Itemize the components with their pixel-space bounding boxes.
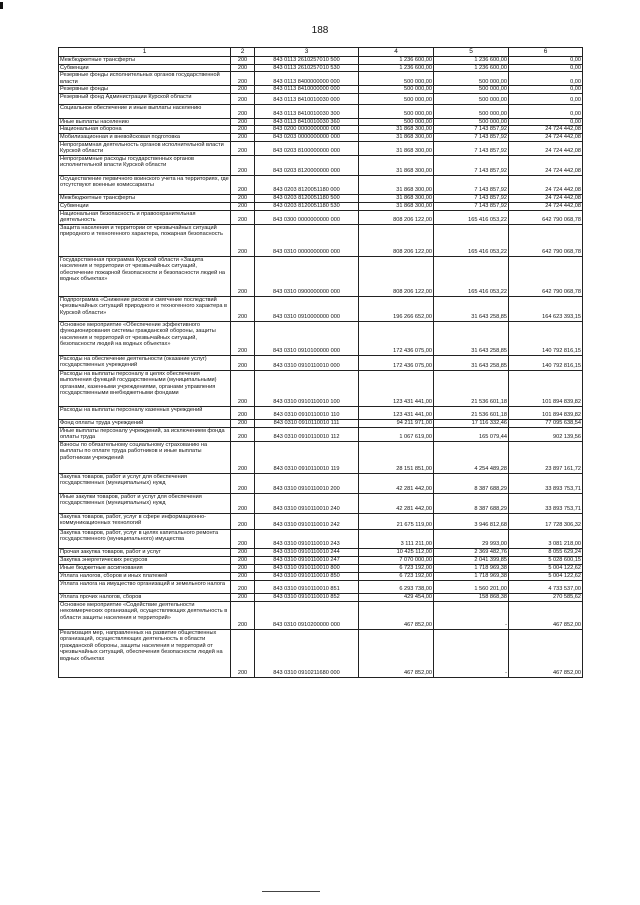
row-approved-cell: 6 723 192,00: [359, 564, 434, 572]
row-code-cell: 843 0310 0910110010 112: [255, 427, 359, 441]
row-approved-cell: 500 000,00: [359, 118, 434, 126]
row-type-cell: 200: [231, 419, 255, 427]
row-executed-cell: 7 143 857,92: [434, 202, 509, 210]
row-name-cell: Межбюджетные трансферты: [59, 57, 231, 65]
row-type-cell: 200: [231, 64, 255, 72]
row-code-cell: 843 0310 0910200000 000: [255, 601, 359, 629]
row-executed-cell: 500 000,00: [434, 118, 509, 126]
table-row: [59, 57, 583, 65]
table-row: [59, 72, 583, 86]
row-approved-cell: 42 281 442,00: [359, 473, 434, 493]
row-type-cell: 200: [231, 210, 255, 224]
row-approved-cell: 172 436 075,00: [359, 321, 434, 355]
row-code-cell: 843 0113 2610257010 500: [255, 57, 359, 65]
row-approved-cell: 31 868 300,00: [359, 202, 434, 210]
row-approved-cell: 31 868 300,00: [359, 133, 434, 141]
row-executed-cell: 1 560 201,00: [434, 580, 509, 593]
row-remainder-cell: 0,00: [509, 104, 583, 118]
row-executed-cell: -: [434, 629, 509, 677]
row-approved-cell: 31 868 300,00: [359, 126, 434, 134]
row-name-cell: Уплата налога на имущество организаций и земельного налога: [59, 580, 231, 593]
row-approved-cell: 1 067 619,00: [359, 427, 434, 441]
scan-corner-mark: [0, 2, 3, 9]
row-executed-cell: 2 041 399,85: [434, 556, 509, 564]
table-row: [59, 126, 583, 134]
row-code-cell: 843 0310 0910000000 000: [255, 296, 359, 321]
row-name-cell: Социальное обеспечение и иные выплаты населению: [59, 104, 231, 118]
row-name-cell: Иные закупки товаров, работ и услуг для обеспечения государственных (муниципальных) нужд: [59, 493, 231, 513]
row-approved-cell: 500 000,00: [359, 72, 434, 86]
column-header: 3: [255, 48, 359, 57]
row-name-cell: Реализация мер, направленных на развитие общественных организаций, осуществляющих деятельность в области гражданской обороны, защиты населения и территорий от чрезвычайных ситуаций, обеспечения безопасности людей на водных объектах: [59, 629, 231, 677]
row-executed-cell: 7 143 857,92: [434, 194, 509, 202]
row-approved-cell: 500 000,00: [359, 86, 434, 94]
row-approved-cell: 21 675 119,00: [359, 513, 434, 529]
row-approved-cell: 94 211 971,00: [359, 419, 434, 427]
row-executed-cell: 500 000,00: [434, 86, 509, 94]
table-row: [59, 194, 583, 202]
row-type-cell: 200: [231, 224, 255, 256]
row-executed-cell: 7 143 857,92: [434, 133, 509, 141]
table-row: [59, 529, 583, 548]
row-name-cell: Уплата прочих налогов, сборов: [59, 593, 231, 601]
row-name-cell: Национальная оборона: [59, 126, 231, 134]
row-code-cell: 843 0310 0910110010 119: [255, 441, 359, 473]
row-name-cell: Непрограммные расходы государственных органов исполнительной власти Курской области: [59, 155, 231, 175]
row-remainder-cell: 4 733 537,00: [509, 580, 583, 593]
row-code-cell: 843 0203 8120000000 000: [255, 155, 359, 175]
table-row: [59, 493, 583, 513]
row-name-cell: Закупка энергетических ресурсов: [59, 556, 231, 564]
row-code-cell: 843 0203 0000000000 000: [255, 133, 359, 141]
row-code-cell: 843 0310 0910110010 111: [255, 419, 359, 427]
row-executed-cell: -: [434, 601, 509, 629]
row-executed-cell: 21 536 601,18: [434, 406, 509, 419]
row-remainder-cell: 3 081 218,00: [509, 529, 583, 548]
row-executed-cell: 4 254 489,28: [434, 441, 509, 473]
row-name-cell: Непрограммная деятельность органов исполнительной власти Курской области: [59, 141, 231, 155]
row-code-cell: 843 0310 0910110010 243: [255, 529, 359, 548]
row-executed-cell: 31 643 258,85: [434, 355, 509, 370]
row-name-cell: Межбюджетные трансферты: [59, 194, 231, 202]
column-header: 6: [509, 48, 583, 57]
table-row: [59, 441, 583, 473]
row-type-cell: 200: [231, 556, 255, 564]
row-executed-cell: 500 000,00: [434, 93, 509, 104]
row-executed-cell: 29 993,00: [434, 529, 509, 548]
row-remainder-cell: 5 028 600,15: [509, 556, 583, 564]
row-type-cell: 200: [231, 296, 255, 321]
row-type-cell: 200: [231, 133, 255, 141]
row-remainder-cell: 17 728 306,32: [509, 513, 583, 529]
row-name-cell: Резервные фонды исполнительных органов государственной власти: [59, 72, 231, 86]
row-executed-cell: 1 718 969,38: [434, 564, 509, 572]
row-remainder-cell: 140 792 816,15: [509, 355, 583, 370]
row-name-cell: Основное мероприятие «Содействие деятельности некоммерческих организаций, осуществляющих деятельность в области защиты населения и территорий»: [59, 601, 231, 629]
row-approved-cell: 28 151 851,00: [359, 441, 434, 473]
row-name-cell: Субвенции: [59, 202, 231, 210]
table-row: [59, 629, 583, 677]
row-approved-cell: 500 000,00: [359, 93, 434, 104]
table-row: [59, 104, 583, 118]
row-name-cell: Расходы на обеспечение деятельности (оказание услуг) государственных учреждений: [59, 355, 231, 370]
table-row: [59, 224, 583, 256]
row-executed-cell: 8 387 688,29: [434, 473, 509, 493]
row-remainder-cell: 0,00: [509, 93, 583, 104]
row-remainder-cell: 270 585,62: [509, 593, 583, 601]
row-name-cell: Закупка товаров, работ и услуг для обеспечения государственных (муниципальных) нужд: [59, 473, 231, 493]
row-executed-cell: 500 000,00: [434, 72, 509, 86]
row-type-cell: 200: [231, 57, 255, 65]
table-row: [59, 175, 583, 194]
row-remainder-cell: 467 852,00: [509, 629, 583, 677]
column-header: 2: [231, 48, 255, 57]
row-type-cell: 200: [231, 93, 255, 104]
page-number: 188: [311, 25, 329, 36]
row-approved-cell: 500 000,00: [359, 104, 434, 118]
row-executed-cell: 1 236 600,00: [434, 57, 509, 65]
row-remainder-cell: 140 792 816,15: [509, 321, 583, 355]
table-body: [59, 57, 583, 678]
row-executed-cell: 2 369 482,76: [434, 548, 509, 556]
row-approved-cell: 429 454,00: [359, 593, 434, 601]
row-type-cell: 200: [231, 593, 255, 601]
row-approved-cell: 7 070 000,00: [359, 556, 434, 564]
row-approved-cell: 6 723 192,00: [359, 572, 434, 580]
row-remainder-cell: 101 894 839,82: [509, 370, 583, 406]
row-name-cell: Расходы на выплаты персоналу в целях обеспечения выполнения функций государственными (муниципальными) органами, казенными учреждениями, органами управления государственными внебюджетными фондами: [59, 370, 231, 406]
row-code-cell: 843 0203 8120051180 530: [255, 202, 359, 210]
row-name-cell: Прочая закупка товаров, работ и услуг: [59, 548, 231, 556]
row-remainder-cell: 24 724 442,08: [509, 202, 583, 210]
row-type-cell: 200: [231, 580, 255, 593]
row-code-cell: 843 0203 8120051180 500: [255, 194, 359, 202]
row-remainder-cell: 902 139,56: [509, 427, 583, 441]
table-row: [59, 601, 583, 629]
row-type-cell: 200: [231, 141, 255, 155]
row-type-cell: 200: [231, 321, 255, 355]
row-approved-cell: 1 236 600,00: [359, 57, 434, 65]
table-row: [59, 473, 583, 493]
row-approved-cell: 808 206 122,00: [359, 256, 434, 296]
table-row: [59, 572, 583, 580]
row-remainder-cell: 24 724 442,08: [509, 133, 583, 141]
row-remainder-cell: 101 894 839,82: [509, 406, 583, 419]
row-name-cell: Осуществление первичного воинского учета на территориях, где отсутствуют военные комиссариаты: [59, 175, 231, 194]
row-type-cell: 200: [231, 72, 255, 86]
row-executed-cell: 7 143 857,92: [434, 175, 509, 194]
row-code-cell: 843 0310 0910110010 244: [255, 548, 359, 556]
row-approved-cell: 3 111 211,00: [359, 529, 434, 548]
table-row: [59, 370, 583, 406]
row-name-cell: Расходы на выплаты персоналу казенных учреждений: [59, 406, 231, 419]
row-remainder-cell: 24 724 442,08: [509, 194, 583, 202]
row-executed-cell: 3 946 812,68: [434, 513, 509, 529]
row-type-cell: 200: [231, 370, 255, 406]
row-remainder-cell: 24 724 442,08: [509, 126, 583, 134]
row-type-cell: 200: [231, 406, 255, 419]
row-type-cell: 200: [231, 473, 255, 493]
row-executed-cell: 7 143 857,92: [434, 126, 509, 134]
row-executed-cell: 165 416 053,22: [434, 256, 509, 296]
table-row: [59, 210, 583, 224]
row-type-cell: 200: [231, 175, 255, 194]
table-row: [59, 133, 583, 141]
row-type-cell: 200: [231, 104, 255, 118]
row-name-cell: Уплата налогов, сборов и иных платежей: [59, 572, 231, 580]
table-row: [59, 155, 583, 175]
row-code-cell: 843 0310 0910110010 850: [255, 572, 359, 580]
row-name-cell: Закупка товаров, работ, услуг в целях капитального ремонта государственного (муниципального) имущества: [59, 529, 231, 548]
row-approved-cell: 31 868 300,00: [359, 155, 434, 175]
table-row: [59, 355, 583, 370]
row-type-cell: 200: [231, 513, 255, 529]
row-code-cell: 843 0310 0910110010 200: [255, 473, 359, 493]
row-remainder-cell: 5 004 122,62: [509, 572, 583, 580]
row-code-cell: 843 0310 0910110010 852: [255, 593, 359, 601]
row-code-cell: 843 0113 8400000000 000: [255, 72, 359, 86]
row-code-cell: 843 0310 0910110010 800: [255, 564, 359, 572]
row-type-cell: 200: [231, 441, 255, 473]
row-executed-cell: 1 236 600,00: [434, 64, 509, 72]
table-row: [59, 580, 583, 593]
row-remainder-cell: 24 724 442,08: [509, 175, 583, 194]
row-approved-cell: 10 425 112,00: [359, 548, 434, 556]
table-row: [59, 118, 583, 126]
row-name-cell: Мобилизационная и вневойсковая подготовка: [59, 133, 231, 141]
row-approved-cell: 196 266 652,00: [359, 296, 434, 321]
row-remainder-cell: 467 852,00: [509, 601, 583, 629]
row-name-cell: Фонд оплаты труда учреждений: [59, 419, 231, 427]
row-name-cell: Субвенции: [59, 64, 231, 72]
row-remainder-cell: 0,00: [509, 86, 583, 94]
row-name-cell: Основное мероприятие «Обеспечение эффективного функционирования системы гражданской обороны, защиты населения и территорий от чрезвычайных ситуаций, безопасности людей на водных объектах»: [59, 321, 231, 355]
row-remainder-cell: 24 724 442,08: [509, 155, 583, 175]
row-executed-cell: 31 643 258,85: [434, 296, 509, 321]
row-code-cell: 843 0310 0910110010 100: [255, 370, 359, 406]
row-approved-cell: 123 431 441,00: [359, 406, 434, 419]
row-executed-cell: 8 387 688,29: [434, 493, 509, 513]
row-name-cell: Иные выплаты персоналу учреждений, за исключением фонда оплаты труда: [59, 427, 231, 441]
row-name-cell: Национальная безопасность и правоохранительная деятельность: [59, 210, 231, 224]
table-row: [59, 86, 583, 94]
table-row: [59, 296, 583, 321]
row-approved-cell: 1 236 600,00: [359, 64, 434, 72]
row-remainder-cell: 0,00: [509, 118, 583, 126]
table-row: [59, 427, 583, 441]
row-remainder-cell: 0,00: [509, 57, 583, 65]
row-executed-cell: 158 868,38: [434, 593, 509, 601]
row-type-cell: 200: [231, 256, 255, 296]
row-approved-cell: 42 281 442,00: [359, 493, 434, 513]
row-code-cell: 843 0113 8410010030 360: [255, 118, 359, 126]
row-code-cell: 843 0113 8410010030 000: [255, 93, 359, 104]
row-type-cell: 200: [231, 564, 255, 572]
table-row: [59, 202, 583, 210]
row-code-cell: 843 0310 0910110010 000: [255, 355, 359, 370]
row-approved-cell: 6 293 738,00: [359, 580, 434, 593]
row-code-cell: 843 0203 8100000000 000: [255, 141, 359, 155]
row-remainder-cell: 5 004 122,62: [509, 564, 583, 572]
row-code-cell: 843 0113 8410010030 300: [255, 104, 359, 118]
row-remainder-cell: 642 790 068,78: [509, 224, 583, 256]
row-type-cell: 200: [231, 548, 255, 556]
column-header: 5: [434, 48, 509, 57]
row-type-cell: 200: [231, 194, 255, 202]
row-executed-cell: 165 416 053,22: [434, 224, 509, 256]
table-header-row: [59, 48, 583, 57]
row-remainder-cell: 33 893 753,71: [509, 473, 583, 493]
row-type-cell: 200: [231, 155, 255, 175]
row-type-cell: 200: [231, 529, 255, 548]
row-remainder-cell: 0,00: [509, 72, 583, 86]
row-code-cell: 843 0200 0000000000 000: [255, 126, 359, 134]
row-type-cell: 200: [231, 118, 255, 126]
row-approved-cell: 172 436 075,00: [359, 355, 434, 370]
row-executed-cell: 165 079,44: [434, 427, 509, 441]
row-approved-cell: 467 852,00: [359, 629, 434, 677]
row-type-cell: 200: [231, 572, 255, 580]
row-remainder-cell: 23 897 161,72: [509, 441, 583, 473]
table-row: [59, 593, 583, 601]
row-executed-cell: 21 536 601,18: [434, 370, 509, 406]
table-row: [59, 64, 583, 72]
row-name-cell: Иные бюджетные ассигнования: [59, 564, 231, 572]
table-row: [59, 419, 583, 427]
row-code-cell: 843 0203 8120051180 000: [255, 175, 359, 194]
row-remainder-cell: 164 623 393,15: [509, 296, 583, 321]
row-type-cell: 200: [231, 355, 255, 370]
row-approved-cell: 31 868 300,00: [359, 175, 434, 194]
row-approved-cell: 808 206 122,00: [359, 224, 434, 256]
table-row: [59, 141, 583, 155]
row-name-cell: Иные выплаты населению: [59, 118, 231, 126]
row-code-cell: 843 0310 0910110010 851: [255, 580, 359, 593]
row-type-cell: 200: [231, 427, 255, 441]
row-type-cell: 200: [231, 86, 255, 94]
row-approved-cell: 123 431 441,00: [359, 370, 434, 406]
row-name-cell: Взносы по обязательному социальному страхованию на выплаты по оплате труда работников и иные выплаты работникам учреждений: [59, 441, 231, 473]
row-name-cell: Защита населения и территории от чрезвычайных ситуаций природного и техногенного характера, пожарная безопасность: [59, 224, 231, 256]
row-approved-cell: 31 868 300,00: [359, 194, 434, 202]
row-type-cell: 200: [231, 493, 255, 513]
row-executed-cell: 7 143 857,92: [434, 141, 509, 155]
row-remainder-cell: 8 055 629,24: [509, 548, 583, 556]
row-approved-cell: 31 868 300,00: [359, 141, 434, 155]
row-code-cell: 843 0310 0910100000 000: [255, 321, 359, 355]
column-header: 4: [359, 48, 434, 57]
column-header: 1: [59, 48, 231, 57]
table-row: [59, 93, 583, 104]
row-code-cell: 843 0310 0910110010 247: [255, 556, 359, 564]
table-row: [59, 556, 583, 564]
row-code-cell: 843 0310 0910110010 110: [255, 406, 359, 419]
table-row: [59, 406, 583, 419]
row-name-cell: Резервные фонды: [59, 86, 231, 94]
row-name-cell: Закупка товаров, работ, услуг в сфере информационно-коммуникационных технологий: [59, 513, 231, 529]
table-row: [59, 564, 583, 572]
table-row: [59, 321, 583, 355]
row-executed-cell: 7 143 857,92: [434, 155, 509, 175]
row-remainder-cell: 33 893 753,71: [509, 493, 583, 513]
row-approved-cell: 467 852,00: [359, 601, 434, 629]
row-executed-cell: 1 718 969,38: [434, 572, 509, 580]
row-remainder-cell: 24 724 442,08: [509, 141, 583, 155]
row-code-cell: 843 0300 0000000000 000: [255, 210, 359, 224]
row-code-cell: 843 0310 0000000000 000: [255, 224, 359, 256]
row-executed-cell: 500 000,00: [434, 104, 509, 118]
row-name-cell: Государственная программа Курской области «Защита населения и территории от чрезвычайных ситуаций, обеспечение пожарной безопасности и безопасности людей на водных объектах»: [59, 256, 231, 296]
row-code-cell: 843 0310 0900000000 000: [255, 256, 359, 296]
row-type-cell: 200: [231, 629, 255, 677]
table-row: [59, 256, 583, 296]
row-code-cell: 843 0310 0910110010 242: [255, 513, 359, 529]
footer-line: [262, 891, 320, 892]
row-code-cell: 843 0113 8410000000 000: [255, 86, 359, 94]
row-type-cell: 200: [231, 202, 255, 210]
row-code-cell: 843 0310 0910211680 000: [255, 629, 359, 677]
row-remainder-cell: 0,00: [509, 64, 583, 72]
table-row: [59, 548, 583, 556]
row-type-cell: 200: [231, 126, 255, 134]
row-remainder-cell: 77 095 638,54: [509, 419, 583, 427]
row-approved-cell: 808 206 122,00: [359, 210, 434, 224]
table-row: [59, 513, 583, 529]
row-executed-cell: 31 643 258,85: [434, 321, 509, 355]
row-type-cell: 200: [231, 601, 255, 629]
budget-table: [58, 47, 583, 678]
row-remainder-cell: 642 790 068,78: [509, 210, 583, 224]
row-name-cell: Подпрограмма «Снижение рисков и смягчение последствий чрезвычайных ситуаций природного и техногенного характера в Курской области»: [59, 296, 231, 321]
row-name-cell: Резервный фонд Администрации Курской области: [59, 93, 231, 104]
row-code-cell: 843 0310 0910110010 240: [255, 493, 359, 513]
row-executed-cell: 17 116 332,46: [434, 419, 509, 427]
row-remainder-cell: 642 790 068,78: [509, 256, 583, 296]
row-executed-cell: 165 416 053,22: [434, 210, 509, 224]
row-code-cell: 843 0113 2610257010 530: [255, 64, 359, 72]
